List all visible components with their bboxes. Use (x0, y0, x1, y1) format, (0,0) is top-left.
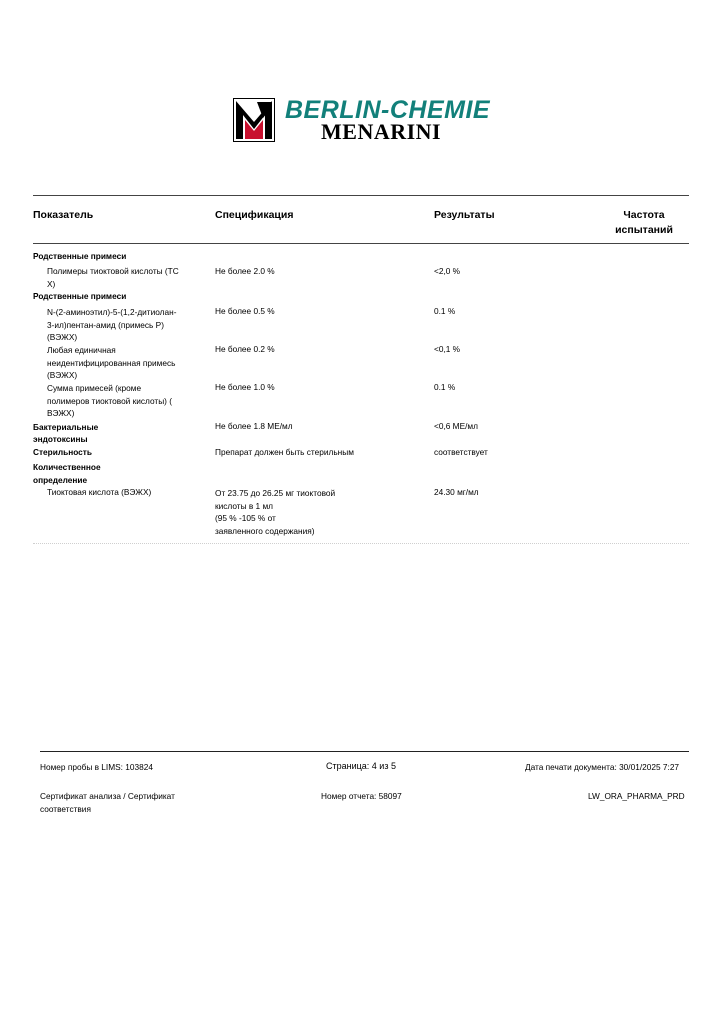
spec-value: Не более 1.0 % (215, 382, 275, 392)
header-specification: Спецификация (215, 209, 294, 221)
section-label: Бактериальные (33, 422, 99, 432)
page-number: Страница: 4 из 5 (326, 761, 396, 771)
test-name: (ВЭЖХ) (47, 332, 78, 342)
spec-value: Не более 2.0 % (215, 266, 275, 276)
menarini-m-logo-icon (233, 98, 275, 142)
company-logo (233, 96, 493, 146)
result-value: <0,1 % (434, 344, 461, 354)
header-frequency-line1: Частота (623, 209, 665, 221)
logo-text-menarini: MENARINI (321, 119, 442, 144)
section-label: Количественное (33, 462, 101, 472)
spec-value: Не более 0.2 % (215, 344, 275, 354)
section-label: эндотоксины (33, 434, 88, 444)
header-indicator: Показатель (33, 209, 94, 221)
test-name: Полимеры тиоктовой кислоты (ТС (47, 266, 179, 276)
test-name: N-(2-аминоэтил)-5-(1,2-дитиолан- (47, 307, 177, 317)
system-code: LW_ORA_PHARMA_PRD (588, 791, 685, 801)
test-name: Х) (47, 279, 56, 289)
table-header-rule (33, 243, 689, 244)
spec-value: Препарат должен быть стерильным (215, 447, 354, 457)
footer-rule (40, 751, 689, 752)
test-name: неидентифицированная примесь (47, 358, 176, 368)
logo-text-berlin-chemie: BERLIN-CHEMIE (285, 96, 491, 124)
spec-value: От 23.75 до 26.25 мг тиоктовой (215, 488, 336, 498)
print-date: Дата печати документа: 30/01/2025 7:27 (525, 762, 680, 772)
certificate-type: соответствия (40, 804, 91, 814)
result-value: соответствует (434, 447, 488, 457)
test-name: Сумма примесей (кроме (47, 383, 142, 393)
table-end-divider (33, 543, 689, 544)
test-name: ВЭЖХ) (47, 408, 75, 418)
section-label: Родственные примеси (33, 291, 127, 301)
test-name: Тиоктовая кислота (ВЭЖХ) (47, 487, 152, 497)
table-top-rule (33, 195, 689, 196)
header-frequency-line2: испытаний (615, 224, 673, 236)
spec-value: заявленного содержания) (215, 526, 315, 536)
header-results: Результаты (434, 209, 495, 221)
test-name: полимеров тиоктовой кислоты) ( (47, 396, 172, 406)
spec-value: кислоты в 1 мл (215, 501, 274, 511)
test-name: Любая единичная (47, 345, 116, 355)
result-value: 0.1 % (434, 306, 456, 316)
section-label: определение (33, 475, 88, 485)
result-value: <2,0 % (434, 266, 461, 276)
spec-value: Не более 1.8 МЕ/мл (215, 421, 293, 431)
spec-value: (95 % -105 % от (215, 513, 276, 523)
section-label: Стерильность (33, 447, 92, 457)
section-label: Родственные примеси (33, 251, 127, 261)
certificate-type: Сертификат анализа / Сертификат (40, 791, 175, 801)
lims-sample-number: Номер пробы в LIMS: 103824 (40, 762, 153, 772)
result-value: 0.1 % (434, 382, 456, 392)
report-number: Номер отчета: 58097 (321, 791, 402, 801)
result-value: <0,6 МЕ/мл (434, 421, 478, 431)
test-name: (ВЭЖХ) (47, 370, 78, 380)
test-name: 3-ил)пентан-амид (примесь Р) (47, 320, 164, 330)
result-value: 24.30 мг/мл (434, 487, 479, 497)
spec-value: Не более 0.5 % (215, 306, 275, 316)
